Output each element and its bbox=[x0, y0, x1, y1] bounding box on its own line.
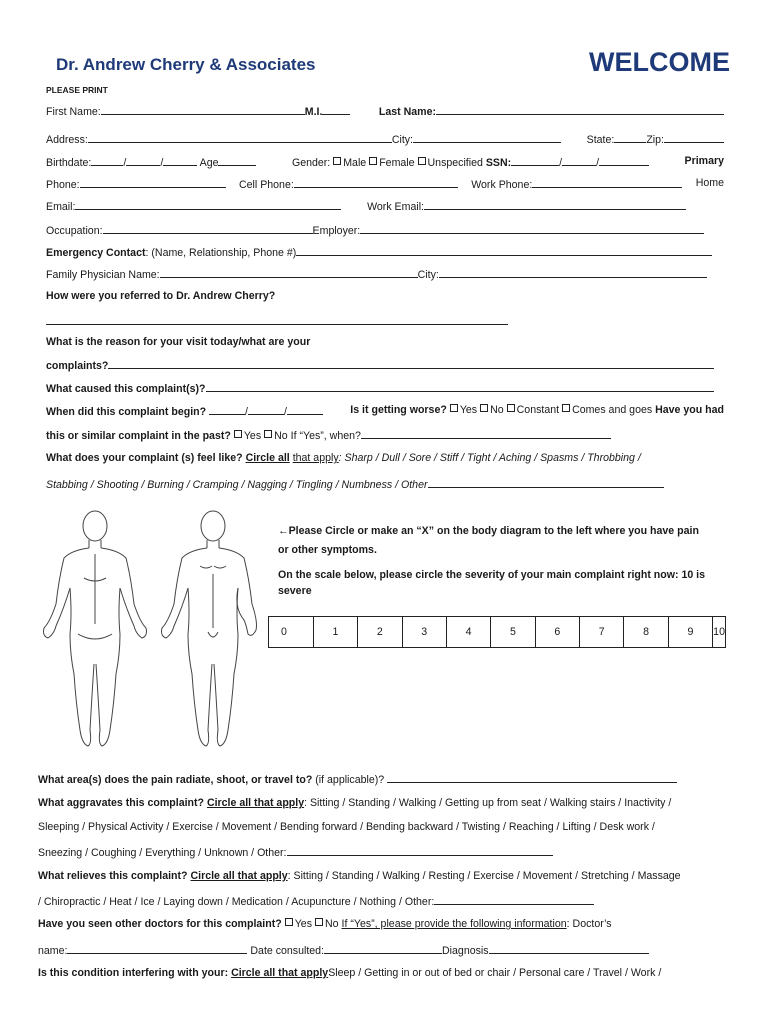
first-name-label: First Name: bbox=[46, 106, 101, 118]
relieves-list-2: / Chiropractic / Heat / Ice / Laying down / Medication / Acupuncture / Nothing / Other: bbox=[38, 896, 435, 908]
reason-question-line1: What is the reason for your visit today/what are your bbox=[46, 336, 311, 348]
gender-label: Gender: bbox=[291, 157, 331, 169]
body-diagram[interactable] bbox=[34, 504, 260, 756]
severity-option-4[interactable]: 4 bbox=[446, 617, 490, 648]
past-row bbox=[46, 428, 724, 443]
male-label: Male bbox=[343, 157, 367, 169]
worse-no-checkbox[interactable] bbox=[480, 404, 488, 412]
birthdate-row: Birthdate: / / Age Gender: Male Female Unspecified SSN: / / Primary bbox=[46, 155, 724, 169]
state-label: State: bbox=[586, 134, 615, 146]
feel-list-2: Stabbing / Shooting / Burning / Cramping / Nagging / Tingling / Numbness / Other bbox=[46, 479, 428, 491]
birth-year-field[interactable] bbox=[163, 155, 197, 166]
body-front-figure[interactable] bbox=[162, 511, 257, 746]
city-label: City: bbox=[391, 134, 413, 146]
work-phone-label: Work Phone: bbox=[471, 179, 533, 191]
severity-option-7[interactable]: 7 bbox=[580, 617, 624, 648]
body-back-figure[interactable] bbox=[44, 511, 147, 746]
practice-name: Dr. Andrew Cherry & Associates bbox=[56, 55, 316, 74]
family-physician-field[interactable] bbox=[160, 267, 418, 278]
last-name-field[interactable] bbox=[436, 104, 724, 115]
family-city-field[interactable] bbox=[439, 267, 707, 278]
interfering-list: Sleep / Getting in or out of bed or chair / Personal care / Travel / Work / bbox=[328, 967, 662, 979]
other-doctors-doctors: : Doctor’s bbox=[566, 918, 612, 930]
worse-yes-checkbox[interactable] bbox=[450, 404, 458, 412]
past-yes-checkbox[interactable] bbox=[234, 430, 242, 438]
aggravates-circle-all: Circle all that apply bbox=[206, 797, 305, 809]
male-checkbox[interactable] bbox=[333, 157, 341, 165]
body-instruction-1: ←Please Circle or make an “X” on the body diagram to the left where you have pain bbox=[278, 525, 699, 537]
past-no-if-yes-label: No If “Yes”, when? bbox=[274, 430, 361, 442]
birthdate-group: Birthdate: / / Age bbox=[46, 155, 256, 170]
work-email-field[interactable] bbox=[424, 199, 686, 210]
ssn-part3-field[interactable] bbox=[599, 155, 649, 166]
scale-instruction-2: severe bbox=[278, 585, 312, 597]
feel-row bbox=[46, 452, 641, 465]
work-email-label: Work Email: bbox=[367, 201, 424, 213]
work-phone-field[interactable] bbox=[532, 177, 682, 188]
other-doctors-yes-label: Yes bbox=[294, 918, 312, 930]
cell-phone-label: Cell Phone: bbox=[239, 179, 294, 191]
aggravates-list-1: : Sitting / Standing / Walking / Getting up from seat / Walking stairs / Inactivity / bbox=[304, 797, 672, 809]
female-checkbox[interactable] bbox=[369, 157, 377, 165]
home-label: Home bbox=[695, 177, 724, 189]
worse-no-label: No bbox=[490, 404, 504, 416]
ssn-part2-field[interactable] bbox=[562, 155, 596, 166]
employer-field[interactable] bbox=[360, 223, 704, 234]
comes-goes-checkbox[interactable] bbox=[562, 404, 570, 412]
address-label: Address: bbox=[46, 134, 88, 146]
severity-option-3[interactable]: 3 bbox=[402, 617, 446, 648]
severity-option-10[interactable]: 10 bbox=[713, 617, 726, 648]
email-field[interactable] bbox=[75, 199, 341, 210]
phone-row bbox=[46, 177, 724, 192]
severity-option-5[interactable]: 5 bbox=[491, 617, 535, 648]
past-when-field[interactable] bbox=[361, 428, 611, 439]
other-doctors-no-label: No bbox=[325, 918, 339, 930]
relieves-row bbox=[38, 870, 681, 883]
date-consulted-field[interactable] bbox=[324, 943, 442, 954]
age-field[interactable] bbox=[218, 155, 256, 166]
begin-month-field[interactable] bbox=[209, 404, 245, 415]
email-label: Email: bbox=[46, 201, 76, 213]
employer-label: Employer: bbox=[312, 225, 361, 237]
other-doctors-yes-checkbox[interactable] bbox=[285, 918, 293, 926]
other-doctors-if-yes: If “Yes”, please provide the following information bbox=[341, 918, 567, 930]
severity-option-1[interactable]: 1 bbox=[313, 617, 357, 648]
mi-label: M.I. bbox=[304, 106, 323, 118]
family-physician-row bbox=[46, 267, 724, 282]
begin-row: When did this complaint begin? / / Is it getting worse? Yes No Constant Comes and goes Have you had bbox=[46, 404, 724, 418]
aggravates-row-3 bbox=[38, 845, 553, 860]
birthdate-label: Birthdate: bbox=[46, 157, 92, 169]
caused-row bbox=[46, 381, 724, 396]
interfering-row bbox=[38, 967, 661, 980]
city-field[interactable] bbox=[413, 132, 561, 143]
occupation-label: Occupation: bbox=[46, 225, 103, 237]
relieves-list-1: : Sitting / Standing / Walking / Resting / Exercise / Movement / Stretching / Massage bbox=[287, 870, 681, 882]
severity-option-0[interactable]: 0 bbox=[269, 617, 314, 648]
radiate-row bbox=[38, 772, 677, 787]
email-row bbox=[46, 199, 686, 214]
begin-day-field[interactable] bbox=[248, 404, 284, 415]
body-instruction-2: or other symptoms. bbox=[278, 544, 377, 556]
doctor-name-field[interactable] bbox=[67, 943, 247, 954]
reason-question-line2: complaints? bbox=[46, 360, 109, 372]
severity-option-2[interactable]: 2 bbox=[358, 617, 402, 648]
aggravates-question: What aggravates this complaint? bbox=[38, 797, 204, 809]
other-doctors-no-checkbox[interactable] bbox=[315, 918, 323, 926]
comes-goes-label: Comes and goes bbox=[572, 404, 653, 416]
caused-question: What caused this complaint(s)? bbox=[46, 383, 206, 395]
had-before-question-b: this or similar complaint in the past? bbox=[46, 430, 231, 442]
occupation-field[interactable] bbox=[103, 223, 313, 234]
unspecified-checkbox[interactable] bbox=[418, 157, 426, 165]
reason-field[interactable] bbox=[108, 358, 714, 369]
occupation-row bbox=[46, 223, 724, 238]
address-field[interactable] bbox=[88, 132, 392, 143]
severity-option-8[interactable]: 8 bbox=[624, 617, 668, 648]
interfering-circle-all: Circle all that apply bbox=[231, 967, 329, 979]
severity-option-9[interactable]: 9 bbox=[668, 617, 712, 648]
relieves-row-2 bbox=[38, 894, 594, 909]
past-yes-label: Yes bbox=[243, 430, 262, 442]
primary-label: Primary bbox=[684, 155, 724, 167]
constant-checkbox[interactable] bbox=[507, 404, 515, 412]
feel-other-field[interactable] bbox=[428, 477, 664, 488]
reason-row bbox=[46, 358, 724, 373]
aggravates-list-3: Sneezing / Coughing / Everything / Unknown / Other: bbox=[38, 847, 287, 859]
birth-day-field[interactable] bbox=[126, 155, 160, 166]
emergency-contact-hint: : (Name, Relationship, Phone #) bbox=[145, 247, 297, 259]
worse-yes-label: Yes bbox=[459, 404, 478, 416]
birth-month-field[interactable] bbox=[91, 155, 123, 166]
relieves-circle-all: Circle all that apply bbox=[190, 870, 288, 882]
last-name-label: Last Name: bbox=[378, 106, 436, 118]
relieves-question: What relieves this complaint? bbox=[38, 870, 188, 882]
cell-phone-field[interactable] bbox=[294, 177, 458, 188]
begin-year-field[interactable] bbox=[287, 404, 323, 415]
ssn-label: SSN: bbox=[485, 157, 512, 169]
doctor-name-label: name: bbox=[38, 945, 68, 957]
emergency-contact-field[interactable] bbox=[296, 245, 712, 256]
aggravates-other-field[interactable] bbox=[287, 845, 553, 856]
scale-instruction-1: On the scale below, please circle the severity of your main complaint right now: 10 is bbox=[278, 569, 706, 581]
worse-question: Is it getting worse? bbox=[350, 404, 447, 416]
unspecified-label: Unspecified bbox=[427, 157, 483, 169]
welcome-heading: WELCOME bbox=[589, 47, 730, 77]
mi-field[interactable] bbox=[322, 104, 350, 115]
feel-that-apply: that apply bbox=[292, 452, 339, 464]
radiate-field[interactable] bbox=[387, 772, 677, 783]
aggravates-row bbox=[38, 797, 671, 810]
radiate-question: What area(s) does the pain radiate, shoot, or travel to? bbox=[38, 774, 313, 786]
state-field[interactable] bbox=[614, 132, 646, 143]
age-label: Age bbox=[199, 157, 219, 169]
relieves-other-field[interactable] bbox=[434, 894, 594, 905]
phone-label: Phone: bbox=[46, 179, 80, 191]
caused-field[interactable] bbox=[206, 381, 714, 392]
feel-row-2 bbox=[46, 477, 664, 492]
address-row bbox=[46, 132, 724, 147]
other-doctors-row bbox=[38, 918, 612, 931]
family-physician-label: Family Physician Name: bbox=[46, 269, 160, 281]
phone-field[interactable] bbox=[80, 177, 226, 188]
severity-scale bbox=[268, 616, 726, 648]
past-no-checkbox[interactable] bbox=[264, 430, 272, 438]
feel-circle-all: Circle all bbox=[245, 452, 290, 464]
zip-label: Zip: bbox=[646, 134, 664, 146]
feel-list-1: : Sharp / Dull / Sore / Stiff / Tight / Aching / Spasms / Throbbing / bbox=[338, 452, 641, 464]
family-city-label: City: bbox=[417, 269, 439, 281]
ssn-part1-field[interactable] bbox=[511, 155, 559, 166]
doctor-info-row bbox=[38, 943, 649, 958]
constant-label: Constant bbox=[516, 404, 560, 416]
radiate-hint: (if applicable)? bbox=[315, 774, 385, 786]
begin-question: When did this complaint begin? bbox=[46, 406, 207, 418]
emergency-row bbox=[46, 245, 724, 260]
date-consulted-label: Date consulted: bbox=[250, 945, 325, 957]
emergency-contact-label: Emergency Contact bbox=[46, 247, 146, 259]
name-row bbox=[46, 104, 724, 119]
referred-question: How were you referred to Dr. Andrew Cherry? bbox=[46, 290, 276, 302]
female-label: Female bbox=[379, 157, 415, 169]
zip-field[interactable] bbox=[664, 132, 724, 143]
severity-option-6[interactable]: 6 bbox=[535, 617, 579, 648]
referred-answer-line[interactable] bbox=[46, 324, 508, 325]
diagnosis-label: Diagnosis bbox=[442, 945, 489, 957]
other-doctors-question: Have you seen other doctors for this complaint? bbox=[38, 918, 282, 930]
had-before-question-a: Have you had bbox=[655, 404, 724, 416]
feel-question: What does your complaint (s) feel like? bbox=[46, 452, 243, 464]
first-name-field[interactable] bbox=[101, 104, 305, 115]
interfering-question: Is this condition interfering with your: bbox=[38, 967, 229, 979]
please-print-label: PLEASE PRINT bbox=[46, 85, 108, 95]
aggravates-list-2: Sleeping / Physical Activity / Exercise / Movement / Bending forward / Bending backward / Twisting / Reaching / Lifting / Desk work / bbox=[38, 821, 655, 833]
diagnosis-field[interactable] bbox=[489, 943, 649, 954]
